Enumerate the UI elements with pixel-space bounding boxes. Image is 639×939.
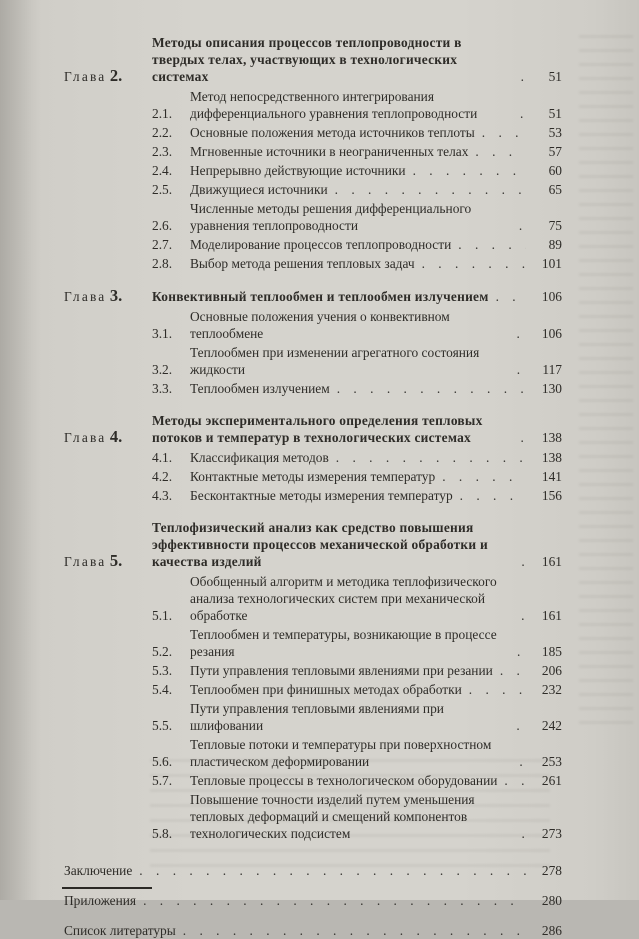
section-row [64, 308, 562, 342]
leader-dots [442, 468, 526, 485]
section-title: Пути управления тепловыми явлениями при шлифовании [190, 701, 444, 733]
section-number: 4.1. [152, 450, 173, 465]
leader-dots [520, 429, 526, 446]
page-number: 232 [541, 682, 562, 697]
section-number: 5.2. [152, 644, 173, 659]
leader-dots [500, 662, 526, 679]
section-row [64, 200, 562, 234]
section-title: Движущиеся источники [190, 182, 328, 197]
section-title: Пути управления тепловыми явлениями при резании [190, 663, 493, 678]
section-number: 5.1. [152, 608, 173, 623]
section-number: 5.5. [152, 718, 173, 733]
section-number: 2.6. [152, 218, 173, 233]
page-number: 242 [541, 718, 562, 733]
leader-dots [521, 553, 526, 570]
page-number: 60 [548, 163, 562, 178]
page-number: 273 [541, 826, 562, 841]
section-title: Классификация методов [190, 450, 329, 465]
chapter-number: 5. [109, 551, 123, 570]
leader-dots [475, 143, 526, 160]
section-title: Контактные методы измерения температур [190, 469, 436, 484]
leader-dots [413, 162, 526, 179]
chapter-number: 4. [109, 427, 123, 446]
section-number: 5.6. [152, 754, 173, 769]
chapter-heading-row [64, 34, 562, 85]
section-row [64, 124, 562, 141]
section-title: Численные методы решения дифференциального уравнения теплопроводности [190, 201, 472, 233]
page-number: 130 [541, 381, 562, 396]
backmatter-row [64, 892, 562, 909]
chapter-block [64, 287, 562, 397]
backmatter-title: Список литературы [64, 923, 176, 938]
page-number: 185 [541, 644, 562, 659]
chapter-block [64, 34, 562, 272]
chapter-heading-row [64, 519, 562, 570]
page-number: 141 [541, 469, 562, 484]
page-number: 53 [548, 125, 562, 140]
section-row [64, 662, 562, 679]
chapter-heading-row [64, 287, 562, 305]
section-title: Непрерывно действующие источники [190, 163, 406, 178]
section-row [64, 468, 562, 485]
chapter-word: Глава [64, 69, 107, 84]
section-number: 5.4. [152, 682, 173, 697]
leader-dots [517, 361, 526, 378]
section-row [64, 681, 562, 698]
chapter-label [64, 67, 152, 85]
section-title: Обобщенный алгоритм и методика теплофизического анализа технологических систем при механической обработке [190, 574, 497, 623]
page-number: 51 [548, 69, 562, 84]
leader-dots [504, 772, 526, 789]
backmatter-row [64, 922, 562, 939]
section-number: 3.3. [152, 381, 173, 396]
page-number: 101 [541, 256, 562, 271]
page-number: 156 [541, 488, 562, 503]
section-title: Бесконтактные методы измерения температур [190, 488, 453, 503]
section-number: 3.2. [152, 362, 173, 377]
section-row [64, 88, 562, 122]
section-number: 4.3. [152, 488, 173, 503]
page-number: 261 [541, 773, 562, 788]
section-row [64, 255, 562, 272]
leader-dots [458, 236, 526, 253]
page-number: 89 [548, 237, 562, 252]
section-row [64, 380, 562, 397]
page-number: 253 [541, 754, 562, 769]
section-row [64, 344, 562, 378]
leader-dots [336, 449, 526, 466]
footnote-rule [62, 887, 152, 889]
page-number: 286 [541, 923, 562, 938]
section-title: Моделирование процессов теплопроводности [190, 237, 452, 252]
section-number: 2.3. [152, 144, 173, 159]
section-title: Основные положения учения о конвективном теплообмене [190, 309, 450, 341]
chapter-title: Теплофизический анализ как средство повышения эффективности процессов механической обработки и качества изделий [152, 520, 488, 569]
section-number: 5.7. [152, 773, 173, 788]
section-title: Выбор метода решения тепловых задач [190, 256, 415, 271]
section-row [64, 700, 562, 734]
section-number: 2.8. [152, 256, 173, 271]
section-number: 2.2. [152, 125, 173, 140]
chapter-block [64, 412, 562, 504]
page-number: 65 [548, 182, 562, 197]
backmatter-title: Заключение [64, 863, 133, 878]
backmatter-row [64, 862, 562, 879]
section-title: Основные положения метода источников теплоты [190, 125, 475, 140]
chapter-title: Методы описания процессов теплопроводности в твердых телах, участвующих в технологических системах [152, 35, 462, 84]
section-row [64, 573, 562, 624]
leader-dots [482, 124, 526, 141]
section-number: 5.8. [152, 826, 173, 841]
page-number: 106 [541, 289, 562, 304]
leader-dots [517, 643, 526, 660]
page-number: 51 [548, 106, 562, 121]
chapter-word: Глава [64, 430, 107, 445]
page-number: 75 [548, 218, 562, 233]
leader-dots [521, 68, 526, 85]
leader-dots [521, 607, 526, 624]
leader-dots [516, 717, 526, 734]
section-title: Тепловые процессы в технологическом оборудовании [190, 773, 498, 788]
section-title: Метод непосредственного интегрирования дифференциального уравнения теплопроводности [190, 89, 478, 121]
leader-dots [469, 681, 526, 698]
leader-dots [520, 105, 526, 122]
chapter-number: 2. [109, 66, 123, 85]
page-number: 117 [542, 362, 562, 377]
section-title: Мгновенные источники в неограниченных телах [190, 144, 469, 159]
page-number: 106 [541, 326, 562, 341]
leader-dots [522, 825, 526, 842]
section-row [64, 162, 562, 179]
section-number: 3.1. [152, 326, 173, 341]
leader-dots [519, 217, 526, 234]
section-number: 2.1. [152, 106, 173, 121]
page-number: 278 [541, 863, 562, 878]
section-row [64, 143, 562, 160]
leader-dots [460, 487, 526, 504]
chapter-label [64, 287, 152, 305]
section-row [64, 236, 562, 253]
chapter-title: Конвективный теплообмен и теплообмен излучением [152, 289, 489, 304]
chapter-label [64, 428, 152, 446]
section-row [64, 791, 562, 842]
leader-dots [183, 922, 526, 939]
leader-dots [422, 255, 526, 272]
section-number: 2.5. [152, 182, 173, 197]
section-row [64, 449, 562, 466]
leader-dots [337, 380, 526, 397]
chapter-block [64, 519, 562, 842]
section-number: 2.4. [152, 163, 173, 178]
page-number: 138 [541, 430, 562, 445]
leader-dots [335, 181, 526, 198]
table-of-contents [64, 32, 562, 939]
chapter-title: Методы экспериментального определения тепловых потоков и температур в технологических системах [152, 413, 483, 445]
chapter-number: 3. [109, 286, 123, 305]
leader-dots [496, 288, 526, 305]
section-row [64, 181, 562, 198]
page-number: 138 [541, 450, 562, 465]
page-number: 280 [541, 893, 562, 908]
section-title: Повышение точности изделий путем уменьшения тепловых деформаций и смещений компонентов технологических подсистем [190, 792, 475, 841]
section-number: 4.2. [152, 469, 173, 484]
leader-dots [139, 862, 526, 879]
leader-dots [143, 892, 526, 909]
chapter-word: Глава [64, 289, 107, 304]
section-title: Тепловые потоки и температуры при поверхностном пластическом деформировании [190, 737, 492, 769]
chapter-heading-row [64, 412, 562, 446]
page-number: 206 [541, 663, 562, 678]
leader-dots [517, 325, 527, 342]
section-title: Теплообмен и температуры, возникающие в процессе резания [190, 627, 497, 659]
chapter-word: Глава [64, 554, 107, 569]
section-title: Теплообмен при финишных методах обработки [190, 682, 462, 697]
section-row [64, 736, 562, 770]
section-row [64, 487, 562, 504]
section-row [64, 626, 562, 660]
page-number: 57 [548, 144, 562, 159]
section-title: Теплообмен излучением [190, 381, 330, 396]
section-number: 5.3. [152, 663, 173, 678]
page-number: 161 [541, 554, 562, 569]
page-number: 161 [541, 608, 562, 623]
chapter-label [64, 552, 152, 570]
leader-dots [519, 753, 526, 770]
section-row [64, 772, 562, 789]
section-number: 2.7. [152, 237, 173, 252]
backmatter-title: Приложения [64, 893, 137, 908]
section-title: Теплообмен при изменении агрегатного состояния жидкости [190, 345, 480, 377]
